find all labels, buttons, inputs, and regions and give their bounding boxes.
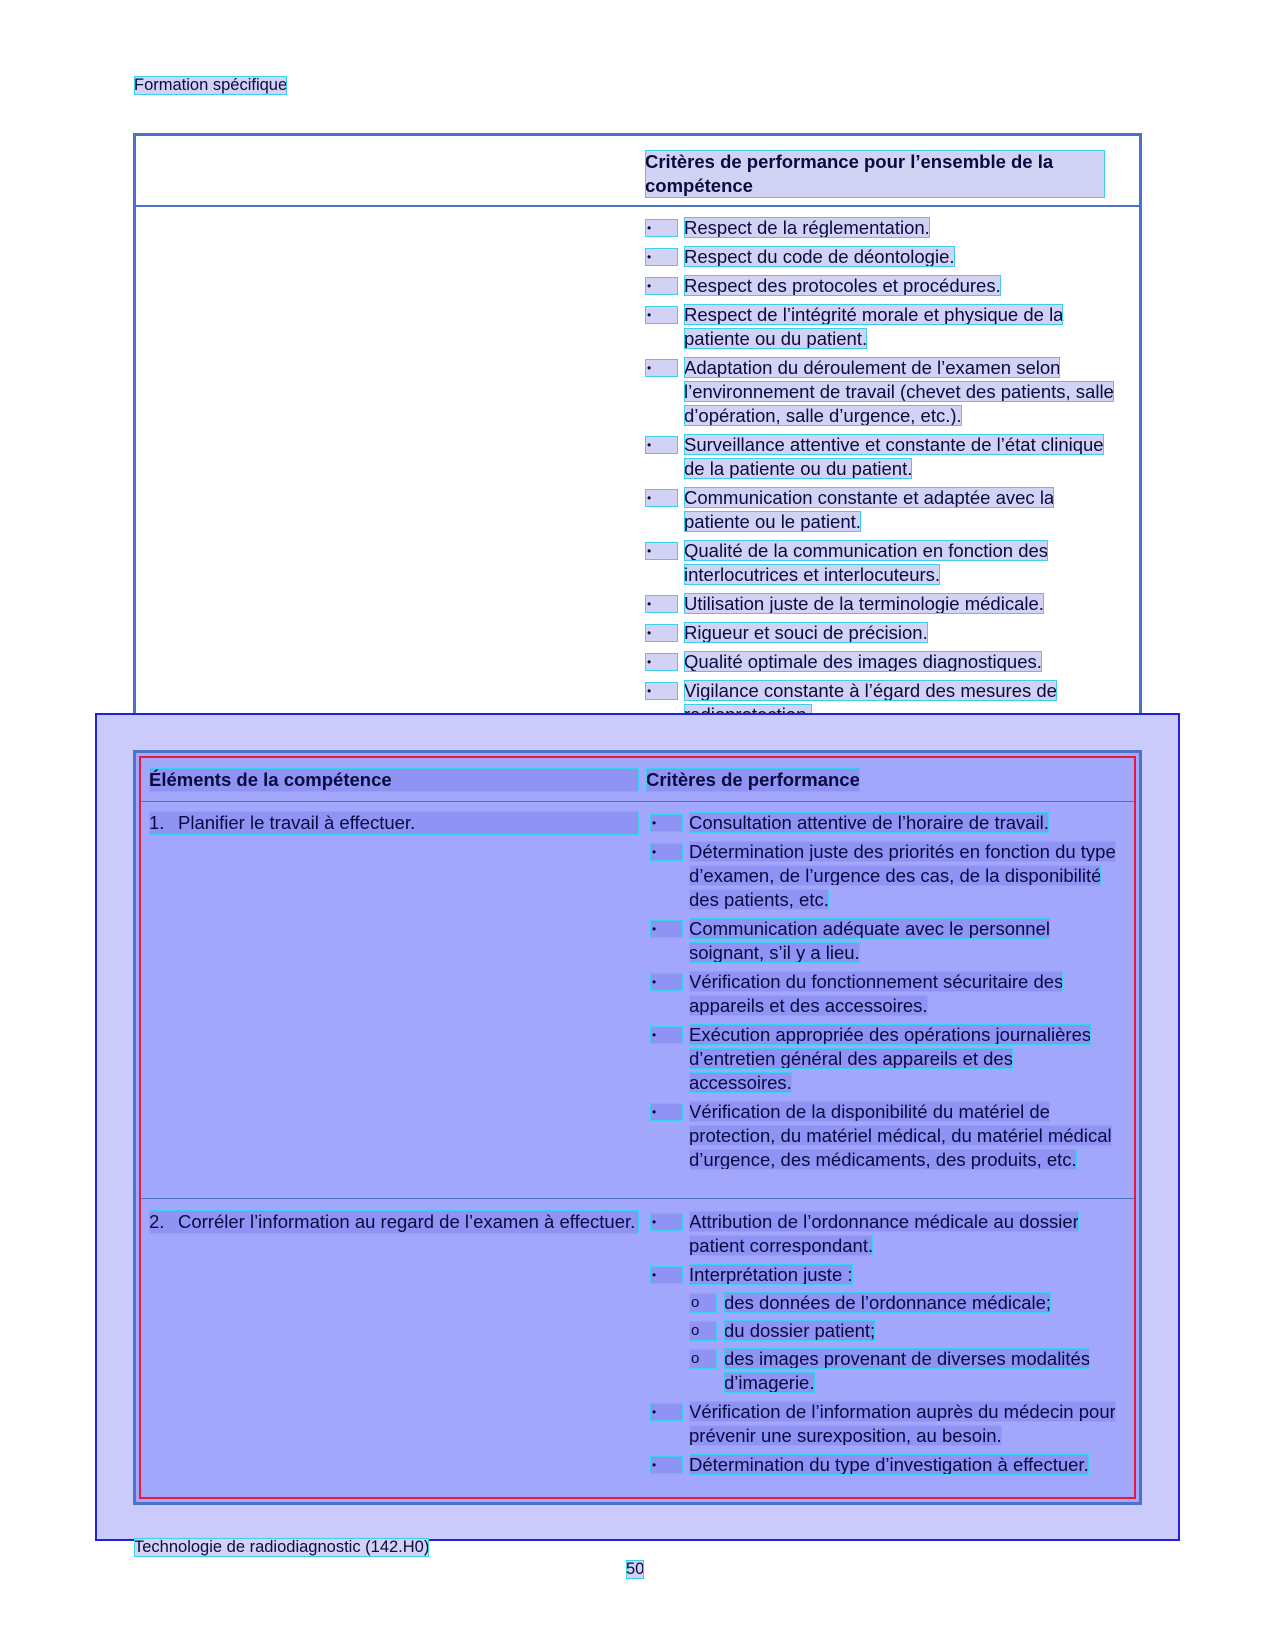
bullet-icon: • [650,1103,683,1121]
running-footer: Technologie de radiodiagnostic (142.H0) [134,1538,430,1556]
criterion-text: Vérification de l’information auprès du médecin pour prévenir une surexposition, au besoin. [689,1401,1116,1446]
page-number: 50 [626,1560,645,1578]
competence-elements-table [133,750,1142,1505]
bullet-icon: • [650,814,683,832]
list-item [645,539,1115,587]
bullet-icon: • [645,653,678,671]
criterion-text: Qualité de la communication en fonction des interlocutrices et interlocuteurs. [684,540,1049,585]
bullet-icon: • [645,277,678,295]
bullet-icon: • [650,1213,683,1231]
column-header-elements: Éléments de la compétence [149,768,639,792]
list-item [645,592,1115,616]
global-criteria-table [133,133,1142,735]
circle-bullet-icon: o [689,1349,717,1369]
criterion-text: Exécution appropriée des opérations journalières d’entretien général des appareils et des accessoires. [689,1024,1092,1093]
bullet-icon: • [645,595,678,613]
bullet-icon: • [650,1266,683,1284]
circle-bullet-icon: o [689,1321,717,1341]
element-text: Corréler l’information au regard de l’examen à effectuer. [178,1211,636,1232]
bullet-icon: • [650,1403,683,1421]
bullet-icon: • [645,359,678,377]
element-number: 2. [149,1211,165,1232]
table-inner-frame [139,756,1136,1499]
criterion-text: Respect du code de déontologie. [684,246,955,267]
criterion-text: Détermination juste des priorités en fonction du type d’examen, de l’urgence des cas, de la disponibilité des patients, etc. [689,841,1116,910]
list-item [645,650,1115,674]
bullet-icon: • [645,624,678,642]
list-item [645,356,1115,428]
bullet-icon: • [645,219,678,237]
element-1 [149,811,639,835]
table-header-row [141,758,1134,802]
criterion-text: Respect de la réglementation. [684,217,930,238]
element-2 [149,1210,639,1234]
global-criteria-title: Critères de performance pour l’ensemble de la compétence [645,150,1105,198]
list-item [650,811,1120,835]
list-item [650,1210,1120,1258]
bullet-icon: • [650,973,683,991]
criterion-text: Vérification du fonctionnement sécuritaire des appareils et des accessoires. [689,971,1064,1016]
criterion-text: Consultation attentive de l’horaire de travail. [689,812,1049,833]
criterion-text: Rigueur et souci de précision. [684,622,928,643]
criterion-text: Utilisation juste de la terminologie médicale. [684,593,1044,614]
bullet-icon: • [645,542,678,560]
criterion-text: Vérification de la disponibilité du matériel de protection, du matériel médical, du matériel médical d’urgence, des médicaments, des produits, etc. [689,1101,1112,1170]
list-item [650,917,1120,965]
circle-bullet-icon: o [689,1293,717,1313]
list-item [650,1400,1120,1448]
criterion-text: Communication adéquate avec le personnel soignant, s’il y a lieu. [689,918,1050,963]
running-header: Formation spécifique [134,76,288,94]
global-criteria-list [645,216,1115,732]
sub-criterion-text: des données de l’ordonnance médicale; [724,1292,1052,1313]
list-item [645,216,1115,240]
bullet-icon: • [645,489,678,507]
list-item [650,1453,1120,1477]
criterion-text: Respect des protocoles et procédures. [684,275,1001,296]
criterion-text: Attribution de l’ordonnance médicale au dossier patient correspondant. [689,1211,1079,1256]
sub-list-item [689,1347,1120,1395]
list-item [650,1100,1120,1172]
sub-criterion-text: des images provenant de diverses modalités d’imagerie. [724,1348,1091,1393]
bullet-icon: • [650,920,683,938]
sub-list-item [689,1319,1120,1343]
row-divider [141,1198,1134,1199]
criterion-text: Qualité optimale des images diagnostiques. [684,651,1042,672]
bullet-icon: • [645,248,678,266]
list-item [645,245,1115,269]
criterion-text: Communication constante et adaptée avec la patiente ou le patient. [684,487,1055,532]
list-item [650,1263,1120,1395]
criterion-text: Surveillance attentive et constante de l’état clinique de la patiente ou du patient. [684,434,1104,479]
criterion-text: Détermination du type d’investigation à effectuer. [689,1454,1089,1475]
global-criteria-header [136,136,1139,207]
list-item [645,303,1115,351]
criterion-text: Respect de l’intégrité morale et physique de la patiente ou du patient. [684,304,1064,349]
bullet-icon: • [645,436,678,454]
bullet-icon: • [645,682,678,700]
list-item [645,486,1115,534]
criterion-text: Adaptation du déroulement de l’examen selon l’environnement de travail (chevet des patients, salle d’opération, salle d’urgence, etc.). [684,357,1114,426]
bullet-icon: • [650,1026,683,1044]
interpretation-sublist [689,1291,1120,1395]
list-item [645,433,1115,481]
element-number: 1. [149,812,165,833]
list-item [645,274,1115,298]
criterion-text: Interprétation juste : [689,1264,853,1285]
list-item [650,840,1120,912]
sub-list-item [689,1291,1120,1315]
element-text: Planifier le travail à effectuer. [178,812,416,833]
element-2-criteria [650,1210,1120,1482]
list-item [650,1023,1120,1095]
criterion-text: Vigilance constante à l’égard des mesures de [684,680,1057,725]
element-1-criteria [650,811,1120,1177]
list-item [650,970,1120,1018]
list-item [645,621,1115,645]
column-header-criteria: Critères de performance [646,769,860,790]
sub-criterion-text: du dossier patient; [724,1320,876,1341]
bullet-icon: • [650,1456,683,1474]
bullet-icon: • [645,306,678,324]
bullet-icon: • [650,843,683,861]
